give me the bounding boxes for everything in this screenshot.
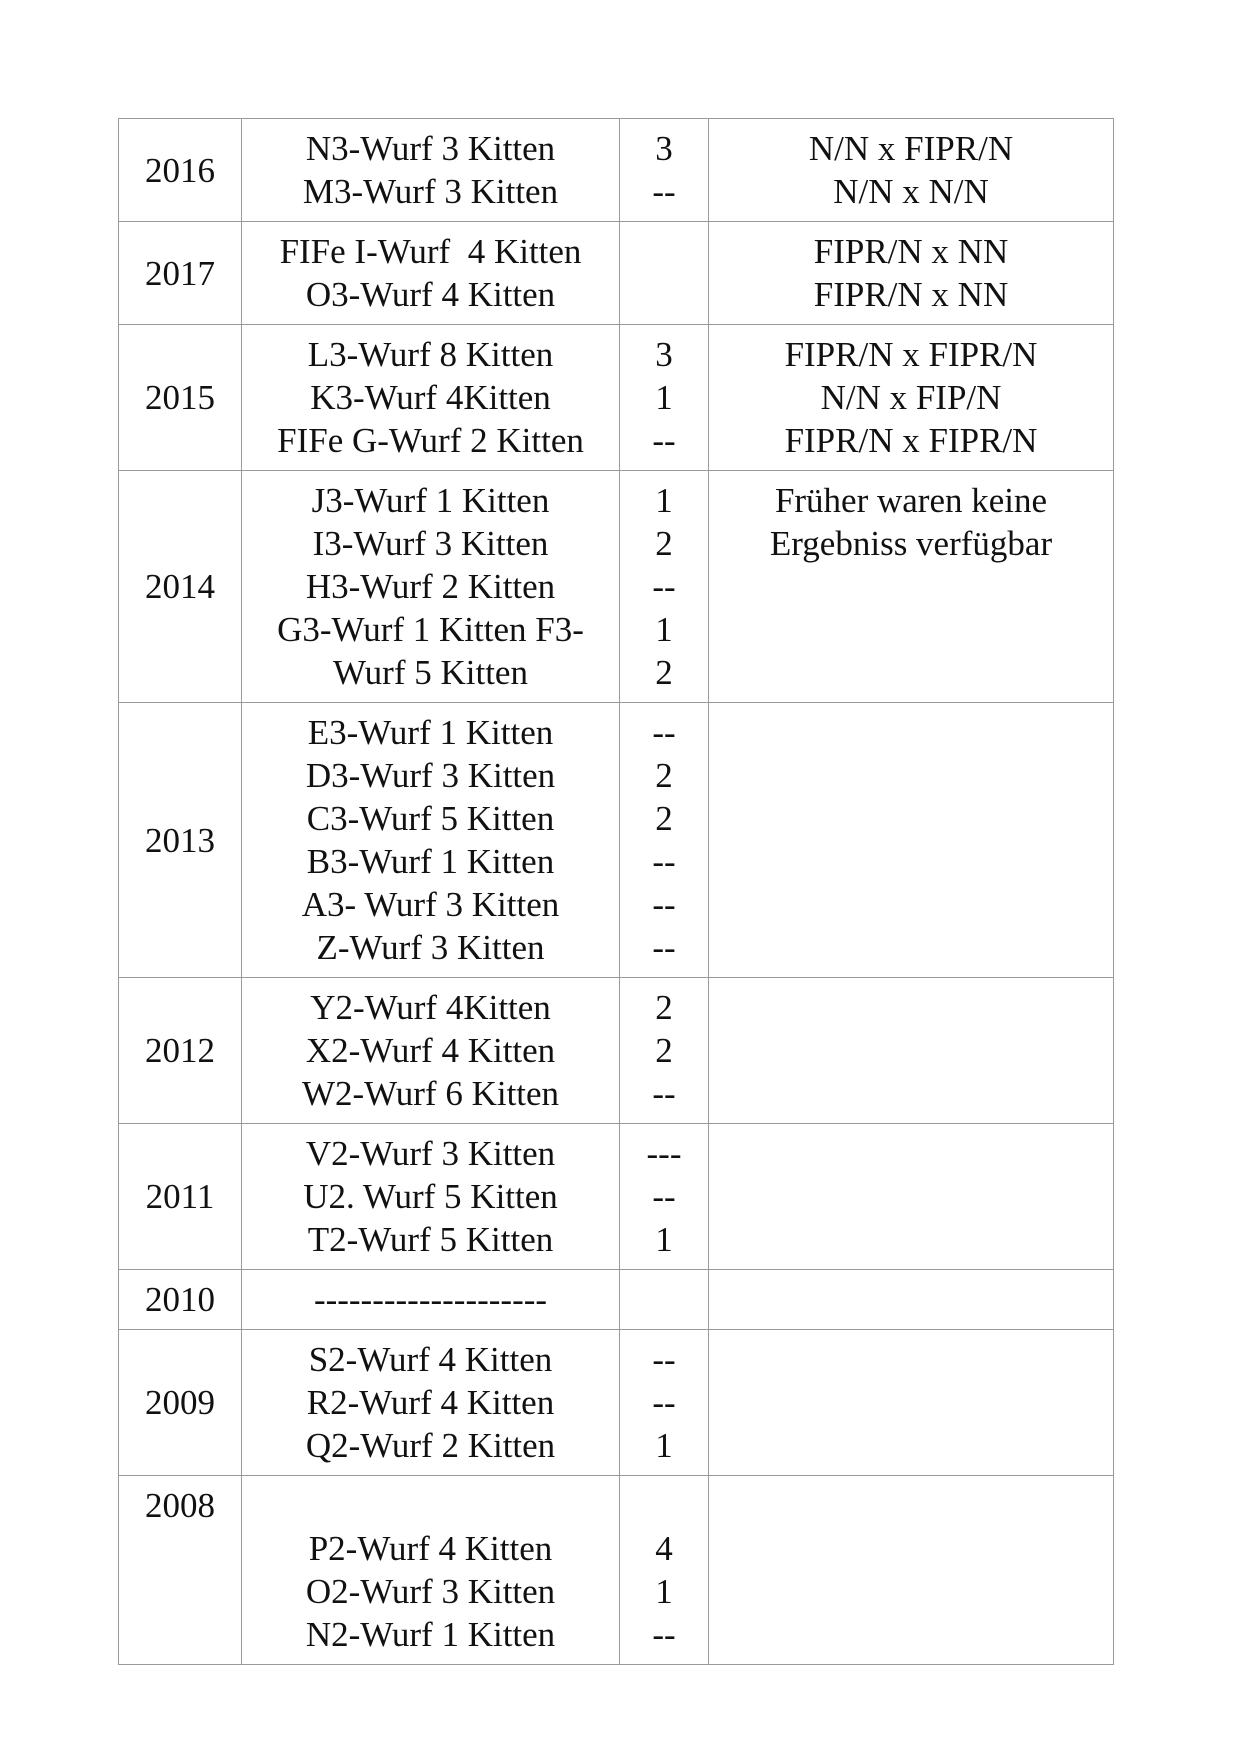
- result-line: FIPR/N x NN: [813, 232, 1009, 271]
- litter-line: O2-Wurf 3 Kitten: [305, 1572, 556, 1611]
- litter-line: U2. Wurf 5 Kitten: [303, 1177, 558, 1216]
- litters-cell: [242, 978, 620, 1124]
- table-row: [119, 1476, 1114, 1665]
- year-cell: [119, 119, 242, 222]
- litters-cell: [242, 703, 620, 978]
- litter-line: K3-Wurf 4Kitten: [310, 378, 551, 417]
- result-line: N/N x FIPR/N: [808, 129, 1014, 168]
- litter-line: Z-Wurf 3 Kitten: [316, 928, 545, 967]
- result-cell: [709, 325, 1114, 471]
- year-cell: [119, 1124, 242, 1270]
- litter-line: C3-Wurf 5 Kitten: [306, 799, 555, 838]
- litter-line: [246, 1484, 615, 1527]
- result-line-empty: [713, 1132, 1109, 1175]
- litters-cell: [242, 222, 620, 325]
- table-row: [119, 1124, 1114, 1270]
- result-cell: [709, 1124, 1114, 1270]
- litters-cell: [242, 1124, 620, 1270]
- result-line-empty: [713, 986, 1109, 1029]
- year-label: 2008: [145, 1486, 215, 1525]
- count-line-empty: [624, 230, 704, 273]
- litter-line: G3-Wurf 1 Kitten F3-: [277, 610, 584, 649]
- litter-line: O3-Wurf 4 Kitten: [305, 275, 556, 314]
- count-line: 1: [655, 1220, 673, 1259]
- year-cell: [119, 703, 242, 978]
- count-cell: [620, 325, 709, 471]
- litters-cell: [242, 325, 620, 471]
- count-line: --: [652, 1074, 676, 1113]
- litter-line: D3-Wurf 3 Kitten: [305, 756, 556, 795]
- result-line-empty: [713, 711, 1109, 754]
- year-label: 2013: [145, 820, 215, 860]
- count-cell: [620, 978, 709, 1124]
- litters-cell: [242, 119, 620, 222]
- count-line: 2: [655, 756, 673, 795]
- litter-table-body: [119, 119, 1114, 1665]
- litters-cell: [242, 1330, 620, 1476]
- litters-cell: [242, 1270, 620, 1330]
- count-cell: [620, 1476, 709, 1665]
- litter-line: W2-Wurf 6 Kitten: [301, 1074, 560, 1113]
- litters-cell: [242, 1476, 620, 1665]
- litter-line: R2-Wurf 4 Kitten: [306, 1383, 555, 1422]
- year-cell: [119, 1476, 242, 1665]
- result-line: Früher waren keine: [774, 481, 1048, 520]
- litter-line: N3-Wurf 3 Kitten: [305, 129, 556, 168]
- year-cell: [119, 471, 242, 703]
- count-line: 1: [655, 1572, 673, 1611]
- count-line: --: [652, 885, 676, 924]
- result-cell: [709, 222, 1114, 325]
- result-cell: [709, 1476, 1114, 1665]
- year-label: 2012: [145, 1031, 215, 1070]
- year-cell: [119, 978, 242, 1124]
- count-cell: [620, 703, 709, 978]
- count-line: --: [652, 928, 676, 967]
- count-line: --: [652, 713, 676, 752]
- litter-line: B3-Wurf 1 Kitten: [306, 842, 555, 881]
- year-label: 2011: [145, 1177, 215, 1216]
- litter-line: --------------------: [313, 1280, 548, 1319]
- litter-line: V2-Wurf 3 Kitten: [305, 1134, 556, 1173]
- result-cell: [709, 1270, 1114, 1330]
- result-line: FIPR/N x NN: [813, 275, 1009, 314]
- litter-line: Wurf 5 Kitten: [333, 653, 528, 692]
- result-line: N/N x N/N: [833, 172, 989, 211]
- count-line: --: [652, 1340, 676, 1379]
- litter-line: S2-Wurf 4 Kitten: [308, 1340, 553, 1379]
- result-cell: [709, 119, 1114, 222]
- litters-cell: [242, 471, 620, 703]
- table-row: [119, 119, 1114, 222]
- year-cell: [119, 1330, 242, 1476]
- result-line: FIPR/N x FIPR/N: [784, 335, 1038, 374]
- year-label: 2014: [145, 567, 215, 606]
- result-line: N/N x FIP/N: [820, 378, 1002, 417]
- litter-line: N2-Wurf 1 Kitten: [305, 1615, 556, 1654]
- litter-line: X2-Wurf 4 Kitten: [305, 1031, 556, 1070]
- count-line: 2: [655, 653, 673, 692]
- result-line: Ergebniss verfügbar: [769, 524, 1053, 563]
- litter-line: J3-Wurf 1 Kitten: [311, 481, 550, 520]
- result-line-empty: [713, 1484, 1109, 1527]
- result-cell: [709, 978, 1114, 1124]
- litter-table: [118, 118, 1114, 1665]
- result-line-empty: [713, 1338, 1109, 1381]
- count-line: --: [652, 1177, 676, 1216]
- table-row: [119, 1330, 1114, 1476]
- count-line: 4: [655, 1529, 673, 1568]
- result-cell: [709, 1330, 1114, 1476]
- litter-line: H3-Wurf 2 Kitten: [305, 567, 556, 606]
- litter-line: Q2-Wurf 2 Kitten: [305, 1426, 556, 1465]
- count-line: 1: [655, 378, 673, 417]
- count-line: --: [652, 1383, 676, 1422]
- count-line: --: [652, 842, 676, 881]
- count-line: ---: [646, 1134, 682, 1173]
- litter-line: FIFe G-Wurf 2 Kitten: [277, 421, 584, 460]
- count-line: 2: [655, 799, 673, 838]
- count-cell: [620, 119, 709, 222]
- result-cell: [709, 471, 1114, 703]
- table-row: [119, 1270, 1114, 1330]
- count-line: --: [652, 421, 676, 460]
- count-line: 2: [655, 1031, 673, 1070]
- year-cell: [119, 1270, 242, 1330]
- count-cell: [620, 1270, 709, 1330]
- count-line: --: [652, 567, 676, 606]
- litter-line: I3-Wurf 3 Kitten: [312, 524, 549, 563]
- result-line: FIPR/N x FIPR/N: [784, 421, 1038, 460]
- year-label: 2017: [145, 253, 215, 293]
- year-label: 2015: [145, 378, 215, 417]
- year-label: 2009: [145, 1383, 215, 1422]
- table-row: [119, 978, 1114, 1124]
- litter-line: Y2-Wurf 4Kitten: [310, 988, 551, 1027]
- count-line: 1: [655, 1426, 673, 1465]
- count-line: 3: [655, 335, 673, 374]
- count-line: 1: [655, 610, 673, 649]
- table-row: [119, 325, 1114, 471]
- litter-line: E3-Wurf 1 Kitten: [307, 713, 554, 752]
- result-line-empty: [713, 1278, 1109, 1321]
- count-line-empty: [624, 1278, 704, 1321]
- year-label: 2010: [145, 1280, 215, 1319]
- count-line: 3: [655, 129, 673, 168]
- litter-line: P2-Wurf 4 Kitten: [308, 1529, 553, 1568]
- table-row: [119, 222, 1114, 325]
- count-line: 1: [655, 481, 673, 520]
- count-cell: [620, 1330, 709, 1476]
- result-cell: [709, 703, 1114, 978]
- litter-line: A3- Wurf 3 Kitten: [301, 885, 560, 924]
- year-label: 2016: [145, 150, 215, 190]
- litter-line: M3-Wurf 3 Kitten: [302, 172, 559, 211]
- year-cell: [119, 325, 242, 471]
- litter-line: FIFe I-Wurf 4 Kitten: [279, 232, 582, 271]
- count-line: 2: [655, 524, 673, 563]
- table-row: [119, 703, 1114, 978]
- litter-line: T2-Wurf 5 Kitten: [307, 1220, 554, 1259]
- count-cell: [620, 471, 709, 703]
- count-cell: [620, 222, 709, 325]
- count-line: 2: [655, 988, 673, 1027]
- year-cell: [119, 222, 242, 325]
- count-line: --: [652, 1615, 676, 1654]
- table-row: [119, 471, 1114, 703]
- litter-line: L3-Wurf 8 Kitten: [307, 335, 554, 374]
- count-line: --: [652, 172, 676, 211]
- count-line: [624, 1484, 704, 1527]
- count-cell: [620, 1124, 709, 1270]
